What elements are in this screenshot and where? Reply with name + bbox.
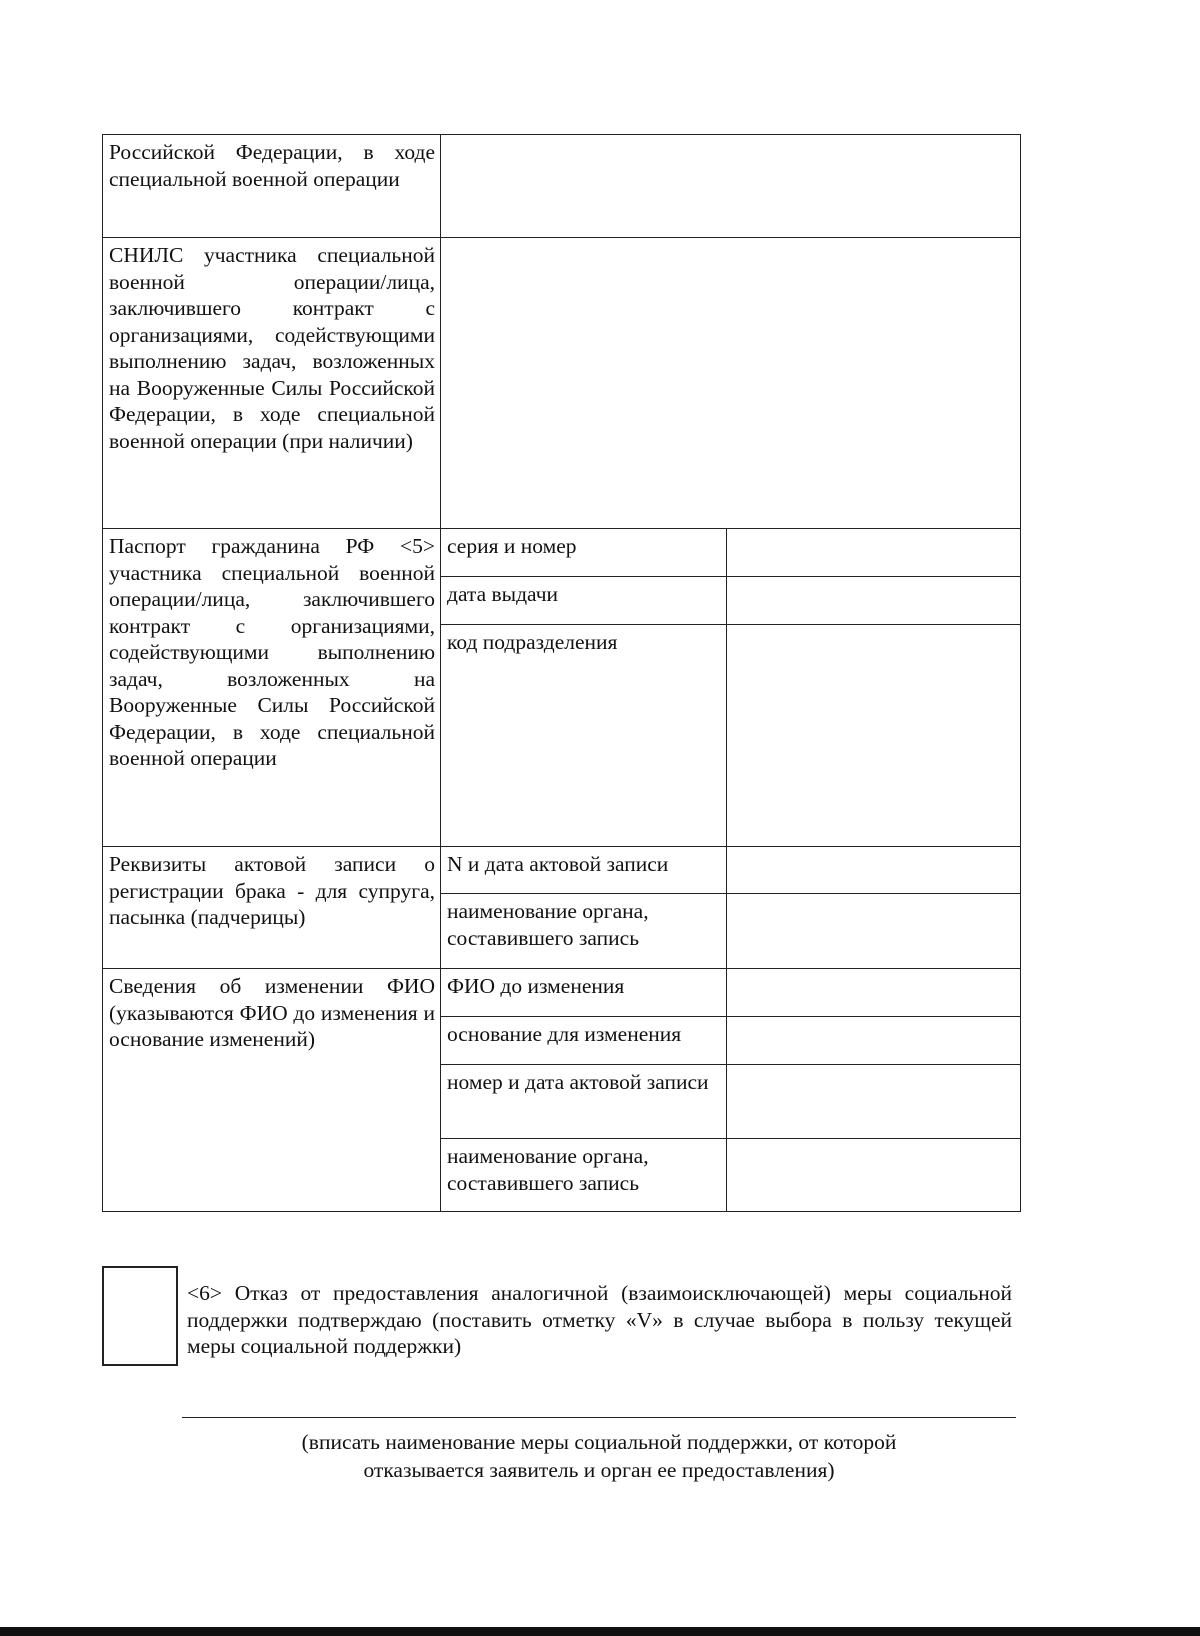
table-row: [103, 529, 1021, 577]
value-field[interactable]: [441, 135, 1021, 238]
row-label-marriage-record: Реквизиты актовой записи о регистрации брака - для супруга, пасынка (падчерицы): [103, 847, 441, 969]
table-row: [103, 847, 1021, 894]
change-record-authority-label: наименование органа, составившего запись: [441, 1139, 727, 1212]
passport-series-number-field[interactable]: [727, 529, 1021, 577]
change-record-number-field[interactable]: [727, 1065, 1021, 1139]
support-measure-input-line[interactable]: [182, 1417, 1016, 1418]
table-row: [103, 969, 1021, 1017]
table-row: [103, 135, 1021, 238]
change-record-authority-field[interactable]: [727, 1139, 1021, 1212]
previous-name-label: ФИО до изменения: [441, 969, 727, 1017]
marriage-record-number-field[interactable]: [727, 847, 1021, 894]
snils-value-field[interactable]: [441, 238, 1021, 529]
row-label-passport: Паспорт гражданина РФ <5> участника специальной военной операции/лица, заключившего контракт с организациями, содействующими выполнению задач, возложенных на Вооруженные Силы Российской Федерации, в ходе специальной военной операции: [103, 529, 441, 847]
change-record-number-label: номер и дата актовой записи: [441, 1065, 727, 1139]
table-row: [103, 238, 1021, 529]
passport-division-code-field[interactable]: [727, 625, 1021, 847]
passport-series-number-label: серия и номер: [441, 529, 727, 577]
marriage-record-authority-field[interactable]: [727, 894, 1021, 969]
marriage-record-number-label: N и дата актовой записи: [441, 847, 727, 894]
passport-division-code-label: код подразделения: [441, 625, 727, 847]
marriage-record-authority-label: наименование органа, составившего запись: [441, 894, 727, 969]
row-label-military-operation: Российской Федерации, в ходе специальной военной операции: [103, 135, 441, 238]
passport-issue-date-field[interactable]: [727, 577, 1021, 625]
scan-edge-bar: [0, 1627, 1200, 1636]
caption-line-1: (вписать наименование меры социальной поддержки, от которой: [301, 1430, 897, 1454]
caption-line-2: отказывается заявитель и орган ее предоставления): [363, 1458, 835, 1482]
refusal-checkbox[interactable]: [102, 1266, 178, 1366]
change-reason-field[interactable]: [727, 1017, 1021, 1065]
row-label-snils: СНИЛС участника специальной военной операции/лица, заключившего контракт с организациями, содействующими выполнению задач, возложенных на Вооруженные Силы Российской Федерации, в ходе специальной военной операции (при наличии): [103, 238, 441, 529]
support-measure-caption: [182, 1428, 1016, 1484]
change-reason-label: основание для изменения: [441, 1017, 727, 1065]
previous-name-field[interactable]: [727, 969, 1021, 1017]
refusal-statement: <6> Отказ от предоставления аналогичной (взаимоисключающей) меры социальной поддержки подтверждаю (поставить отметку «V» в случае выбора в пользу текущей меры социальной поддержки): [187, 1281, 1012, 1358]
passport-issue-date-label: дата выдачи: [441, 577, 727, 625]
row-label-name-change: Сведения об изменении ФИО (указываются ФИО до изменения и основание изменений): [103, 969, 441, 1212]
application-form-table: [102, 134, 1021, 1212]
